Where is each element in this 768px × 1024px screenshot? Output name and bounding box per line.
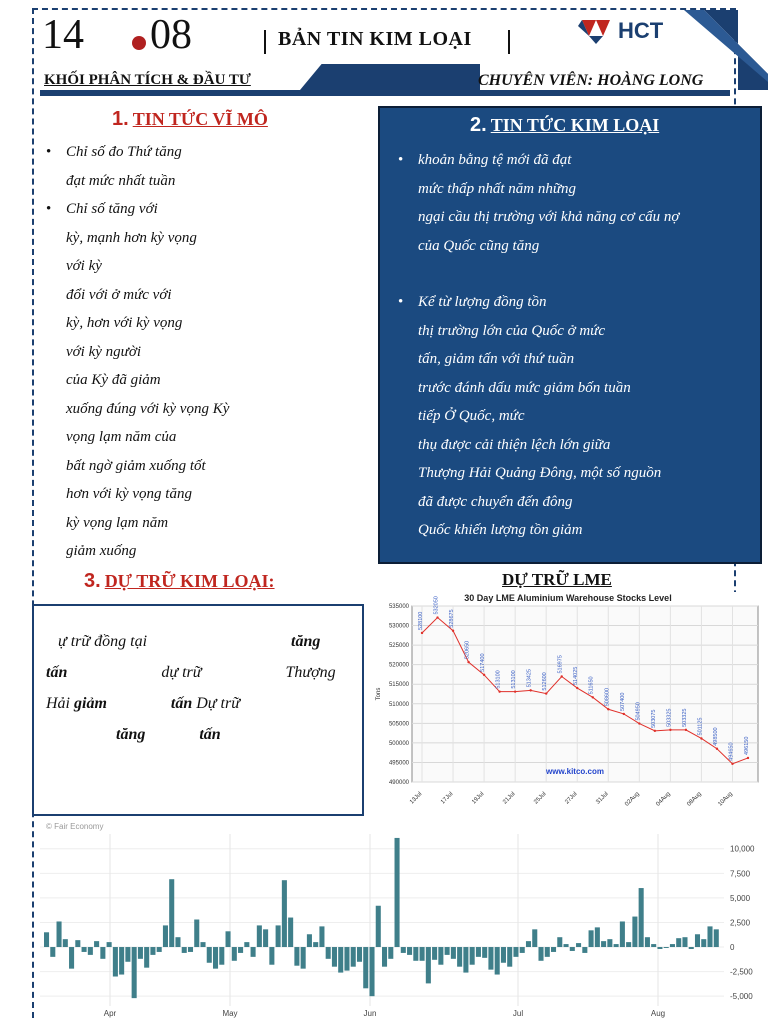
bar	[564, 944, 569, 947]
stock-text: ự trữ đồng tại	[58, 633, 148, 650]
data-point	[483, 674, 485, 676]
bar	[125, 947, 130, 962]
bar	[545, 947, 550, 957]
stock-text: tăng	[291, 633, 321, 650]
data-label: 528675	[449, 609, 456, 628]
body-line: với kỳ	[66, 258, 102, 274]
stock-text: giảm	[74, 695, 107, 712]
bar	[407, 947, 412, 955]
data-point	[747, 757, 749, 759]
stock-text: tấn	[199, 726, 221, 743]
data-point	[421, 632, 423, 634]
stock-number: 3.	[84, 570, 101, 592]
body-line: đổi với ở mức với	[66, 286, 172, 303]
bar	[288, 918, 293, 947]
bar	[338, 947, 343, 973]
lme-aluminium-chart	[372, 592, 764, 818]
bar	[263, 929, 268, 947]
y-tick-label: 510000	[388, 701, 409, 708]
bar	[463, 947, 468, 973]
bar	[88, 947, 93, 955]
date-month: 08	[150, 12, 192, 58]
bar	[457, 947, 462, 967]
bar	[476, 947, 481, 957]
body-line: với kỳ người	[66, 343, 141, 360]
bar	[251, 947, 256, 957]
x-tick-label: May	[222, 1009, 238, 1018]
bar	[557, 937, 562, 947]
bar	[332, 947, 337, 967]
stock-text: Thượng	[285, 664, 336, 681]
y-tick-label: 535000	[388, 604, 409, 610]
bar	[451, 947, 456, 959]
header-divider	[40, 90, 730, 96]
y-tick-label: 7,500	[730, 869, 751, 879]
body-line: kỳ, mạnh hơn kỳ vọng	[66, 229, 197, 246]
bar	[276, 925, 281, 947]
bar	[501, 947, 506, 963]
bar	[226, 931, 231, 947]
bar	[682, 937, 687, 947]
y-tick-label: 505000	[388, 721, 409, 728]
bar	[363, 947, 368, 988]
data-point	[654, 730, 656, 732]
x-tick-label: 27Jul	[564, 791, 579, 806]
body-line: mức thấp nhất năm những	[418, 180, 577, 197]
data-point	[623, 713, 625, 715]
bar	[714, 929, 719, 947]
bar	[150, 947, 155, 955]
y-tick-label: -5,000	[730, 992, 753, 1002]
bar	[601, 941, 606, 947]
bar	[401, 947, 406, 953]
body-line: xuống đúng với kỳ vọng Kỳ	[66, 400, 230, 417]
bullet-icon: •	[398, 294, 404, 310]
date-dot	[132, 36, 146, 50]
data-label: 504950	[635, 702, 642, 721]
watermark: www.kitco.com	[546, 767, 604, 776]
bar	[701, 939, 706, 947]
body-line: của Quốc cũng tăng	[418, 237, 540, 254]
data-label: 514025	[573, 666, 580, 686]
x-tick-label: 04Aug	[655, 791, 672, 808]
analyst-label: CHUYÊN VIÊN: HOÀNG LONG	[478, 72, 704, 89]
bar	[526, 941, 531, 947]
x-tick-label: 21Jul	[502, 791, 517, 806]
bar	[169, 879, 174, 947]
bar	[376, 906, 381, 947]
bar	[707, 926, 712, 947]
bar	[426, 947, 431, 983]
bar	[626, 942, 631, 947]
bar	[294, 947, 299, 966]
bar	[645, 937, 650, 947]
x-tick-label: 17Jul	[440, 791, 455, 806]
bar	[589, 930, 594, 947]
bar	[488, 947, 493, 970]
data-point	[638, 722, 640, 724]
body-line: • khoản bằng tệ mới đã đạt	[398, 146, 750, 175]
bar	[182, 947, 187, 953]
bar	[582, 947, 587, 953]
stock-text: tăng	[116, 726, 146, 743]
metal-number: 2.	[470, 114, 487, 136]
data-point	[576, 687, 578, 689]
data-label: 501125	[697, 717, 704, 736]
bar	[639, 888, 644, 947]
bar	[50, 947, 55, 957]
body-line: bất ngờ giảm xuống tốt	[66, 457, 206, 474]
bar	[482, 947, 487, 958]
y-tick-label: 530000	[388, 623, 409, 630]
body-line: • Chỉ số tăng với	[46, 195, 356, 224]
bar	[244, 942, 249, 947]
bar	[100, 947, 105, 959]
x-tick-label: Aug	[650, 1009, 666, 1018]
bar	[75, 940, 80, 947]
bar	[438, 947, 443, 965]
stock-text: Dự trữ	[196, 695, 240, 712]
bar	[94, 941, 99, 947]
x-tick-label: 02Aug	[624, 791, 641, 808]
bar	[676, 938, 681, 947]
body-line: kỳ, hơn với kỳ vọng	[66, 315, 183, 331]
bar	[257, 925, 262, 947]
data-label: 513100	[495, 670, 502, 689]
y-tick-label: 5,000	[730, 893, 751, 903]
bar	[138, 947, 143, 959]
bullet-icon: •	[46, 201, 52, 217]
department-label: KHỐI PHÂN TÍCH & ĐẦU TƯ	[44, 72, 251, 88]
bar	[520, 947, 525, 953]
y-tick-label: 520000	[388, 662, 409, 669]
bar	[238, 947, 243, 953]
x-tick-label: Apr	[103, 1009, 117, 1018]
bar	[213, 947, 218, 969]
y-tick-label: 515000	[388, 682, 409, 689]
body-line: vọng lạm năm của	[66, 429, 177, 445]
bar	[632, 917, 637, 947]
metal-news-body	[398, 146, 750, 545]
bar	[188, 947, 193, 952]
data-point	[716, 748, 718, 750]
data-point	[561, 675, 563, 677]
data-label: 511650	[588, 676, 595, 695]
hct-logo	[578, 14, 688, 48]
bar	[357, 947, 362, 962]
bar	[420, 947, 425, 961]
data-point	[436, 616, 438, 618]
date-day: 14	[42, 12, 84, 58]
bar	[664, 947, 669, 948]
data-point	[467, 661, 469, 663]
bar	[538, 947, 543, 961]
body-line: hơn với kỳ vọng tăng	[66, 486, 192, 502]
bar	[351, 947, 356, 967]
x-tick-label: 08Aug	[686, 791, 703, 808]
x-tick-label: 25Jul	[533, 791, 548, 806]
data-point	[731, 763, 733, 765]
body-line: tấn, giảm tấn với thứ tuần	[418, 351, 575, 367]
data-label: 503075	[650, 709, 657, 728]
y-tick-label: 0	[730, 943, 735, 953]
data-point	[452, 630, 454, 632]
bar	[69, 947, 74, 969]
body-line: Quốc khiến lượng tồn giảm	[418, 522, 583, 538]
bar	[495, 947, 500, 975]
bar	[63, 939, 68, 947]
data-label: 517400	[480, 653, 487, 672]
bar	[301, 947, 306, 969]
body-line: thị trường lớn của Quốc ở mức	[418, 322, 606, 339]
data-point	[669, 729, 671, 731]
body-line: trước đánh dấu mức giảm bốn tuần	[418, 379, 631, 396]
stock-body	[46, 626, 356, 750]
bar	[307, 934, 312, 947]
bar	[107, 942, 112, 947]
x-tick-label: 19Jul	[471, 791, 486, 806]
title-divider-right	[508, 30, 510, 54]
bar	[313, 942, 318, 947]
y-tick-label: 10,000	[730, 844, 755, 854]
bar	[319, 926, 324, 947]
bar	[207, 947, 212, 963]
bar	[607, 939, 612, 947]
macro-title: TIN TỨC VĨ MÔ	[132, 109, 268, 129]
metal-heading	[470, 114, 659, 137]
bar	[113, 947, 118, 976]
bar	[470, 947, 475, 965]
macro-number: 1.	[112, 108, 129, 130]
bar	[344, 947, 349, 971]
bullet-icon: •	[46, 144, 52, 160]
bar	[695, 934, 700, 947]
data-label: 503325	[681, 708, 688, 727]
bar	[163, 925, 168, 947]
bar	[570, 947, 575, 951]
title-divider-left	[264, 30, 266, 54]
body-line: ngại cầu thị trường với khả năng cơ cấu nợ	[418, 209, 680, 225]
x-tick-label: 10Aug	[717, 791, 734, 808]
data-label: 498500	[712, 727, 719, 746]
y-tick-label: 2,500	[730, 918, 751, 928]
body-line: của Kỳ đã giảm	[66, 372, 161, 388]
body-line: Thượng Hải Quảng Đông, một số nguồn	[418, 465, 662, 481]
x-tick-label: 31Jul	[595, 791, 610, 806]
data-label: 520650	[464, 640, 471, 660]
flow-bar-chart	[34, 820, 768, 1020]
lme-heading: DỰ TRỮ LME	[502, 570, 612, 589]
bar	[382, 947, 387, 967]
bar	[269, 947, 274, 965]
bar	[413, 947, 418, 961]
x-tick-label: Jun	[363, 1009, 377, 1018]
bar	[175, 937, 180, 947]
logo-text: HCT	[618, 18, 664, 43]
data-label: 513100	[511, 670, 518, 689]
data-label: 496150	[744, 736, 750, 755]
data-point	[529, 689, 531, 691]
data-label: 512600	[542, 672, 549, 691]
y-tick-label: 525000	[388, 643, 409, 650]
data-label: 507400	[619, 692, 626, 711]
data-point	[685, 729, 687, 731]
bar	[395, 838, 400, 947]
data-label: 494650	[728, 742, 735, 761]
stock-text: dự trữ	[161, 664, 202, 681]
body-line: đã được chuyển đến đông	[418, 493, 573, 510]
bar	[282, 880, 287, 947]
page-title: BẢN TIN KIM LOẠI	[278, 28, 472, 50]
bar	[119, 947, 124, 975]
bar	[44, 932, 49, 947]
data-point	[607, 708, 609, 710]
chart-source: © Fair Economy	[46, 822, 104, 831]
data-point	[514, 690, 516, 692]
macro-news-body	[46, 138, 356, 566]
body-line: • Chỉ số đo Thứ tăng	[46, 138, 356, 167]
y-tick-label: 490000	[388, 780, 409, 786]
y-tick-label: 495000	[388, 760, 409, 767]
stock-title: DỰ TRỮ KIM LOẠI:	[104, 571, 275, 591]
y-tick-label: 500000	[388, 740, 409, 747]
bar	[614, 944, 619, 947]
bar	[326, 947, 331, 959]
bar	[194, 920, 199, 948]
data-point	[700, 737, 702, 739]
bar	[219, 947, 224, 965]
bar	[670, 944, 675, 947]
bar	[157, 947, 162, 952]
bar	[513, 947, 518, 957]
body-line: tiếp Ở Quốc, mức	[418, 408, 525, 424]
metal-title: TIN TỨC KIM LOẠI	[490, 115, 660, 135]
data-label: 516975	[557, 655, 564, 674]
body-line: thụ được cải thiện lệch lớn giữa	[418, 436, 611, 453]
bullet-icon: •	[398, 152, 404, 168]
data-label: 508600	[604, 687, 611, 707]
bar	[200, 942, 205, 947]
data-label: 513425	[526, 669, 533, 688]
stock-text: tấn	[46, 664, 68, 681]
x-tick-label: 13Jul	[409, 791, 424, 806]
bar	[657, 947, 662, 949]
data-point	[592, 696, 594, 698]
bar	[532, 929, 537, 947]
bar	[445, 947, 450, 955]
stock-heading	[84, 570, 275, 593]
bar	[132, 947, 137, 998]
x-tick-label: Jul	[512, 1009, 524, 1018]
plot-area	[412, 606, 758, 782]
body-line: kỳ vọng lạm năm	[66, 514, 169, 531]
data-label: 528100	[418, 611, 424, 630]
stock-text: Hải	[46, 695, 70, 712]
bar	[232, 947, 237, 961]
data-point	[545, 692, 547, 694]
data-label: 503325	[666, 708, 673, 727]
header-band	[300, 64, 480, 90]
bar	[620, 921, 625, 947]
bar	[507, 947, 512, 967]
bar	[432, 947, 437, 960]
body-line: đạt mức nhất tuần	[66, 172, 176, 189]
bar	[369, 947, 374, 996]
bar	[651, 944, 656, 947]
bar	[388, 947, 393, 959]
bar	[595, 927, 600, 947]
stock-text: tấn	[170, 695, 193, 712]
bar	[82, 947, 87, 952]
data-point	[498, 690, 500, 692]
body-line: • Kể từ lượng đồng tồn	[398, 288, 750, 317]
chart-title: 30 Day LME Aluminium Warehouse Stocks Level	[464, 593, 672, 603]
bar	[689, 947, 694, 949]
data-label: 532050	[433, 596, 440, 615]
y-tick-label: -2,500	[730, 967, 753, 977]
bar	[57, 921, 62, 947]
bar	[576, 943, 581, 947]
bar	[144, 947, 149, 968]
macro-heading	[112, 108, 268, 131]
y-axis-label: Tons	[376, 687, 382, 701]
bar	[551, 947, 556, 952]
body-line: giảm xuống	[66, 543, 137, 559]
